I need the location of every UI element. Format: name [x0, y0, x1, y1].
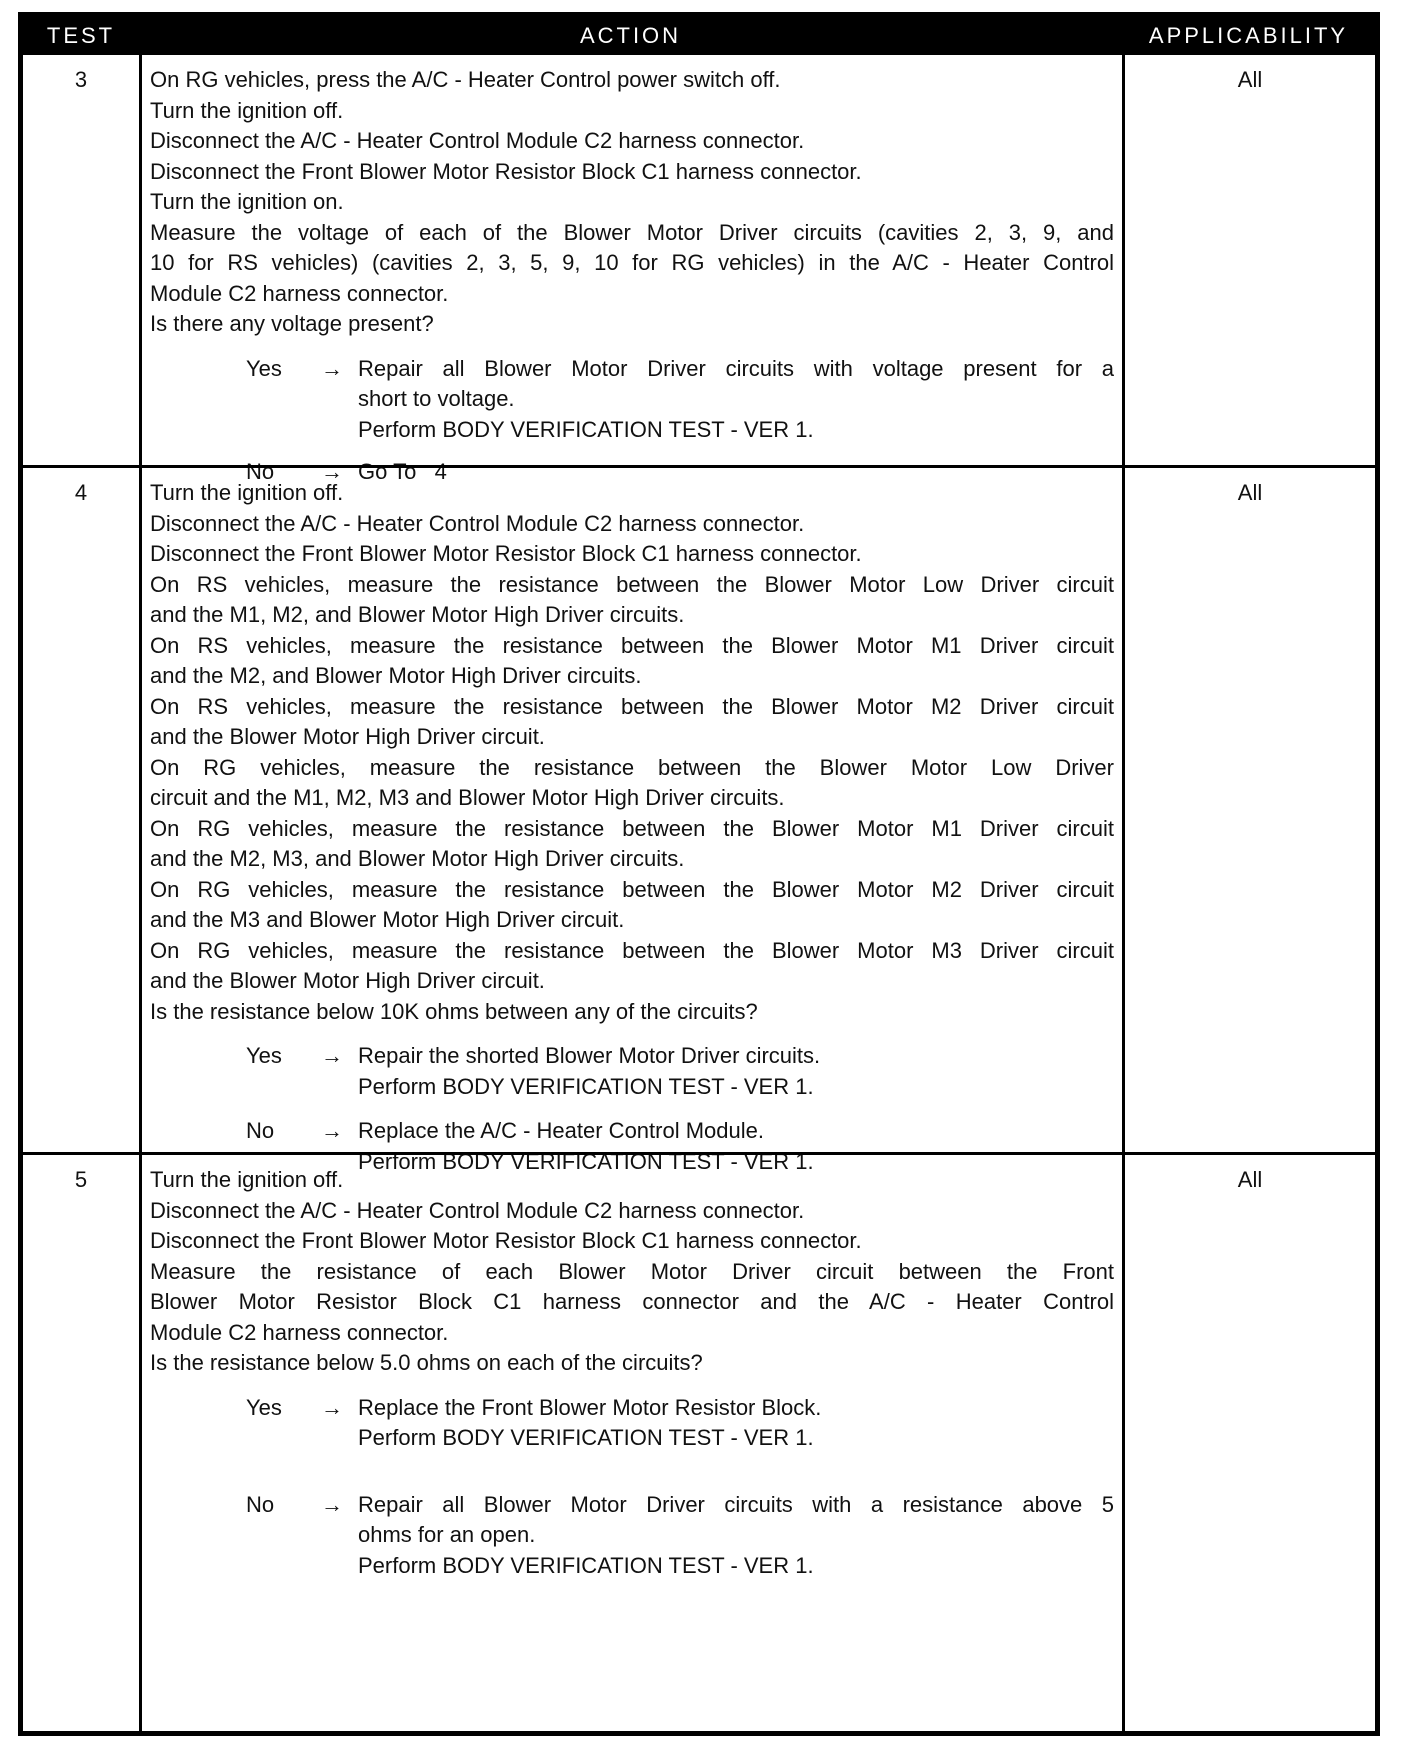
applicability: All — [1237, 67, 1263, 92]
action-line: On RG vehicles, measure the resistance between the Blower Motor M3 Driver circuit — [150, 937, 1114, 963]
action-line: and the M2, and Blower Motor High Driver circuits. — [150, 663, 642, 688]
action-line: Turn the ignition off. — [150, 97, 344, 123]
test-number: 5 — [23, 1155, 142, 1731]
result-line: Repair all Blower Motor Driver circuits with a resistance above 5 — [358, 1491, 1114, 1517]
action-line: Is there any voltage present? — [150, 311, 434, 336]
action-line: Turn the ignition on. — [150, 189, 344, 214]
header-applicability: APPLICABILITY — [1148, 23, 1349, 48]
action-line: Turn the ignition off. — [150, 480, 344, 505]
action-line: On RS vehicles, measure the resistance between the Blower Motor M1 Driver circuit — [150, 632, 1114, 658]
right-arrow-icon: → — [321, 459, 343, 484]
result-line: Replace the A/C - Heater Control Module. — [358, 1118, 764, 1143]
action-cell — [142, 468, 1125, 1174]
action-line: and the Blower Motor High Driver circuit. — [150, 968, 545, 993]
no-answer — [150, 1490, 1114, 1582]
answer-label: Yes — [246, 355, 282, 381]
answer-label: No — [246, 1491, 275, 1517]
test-number: 3 — [23, 55, 142, 465]
result-line: ohms for an open. — [358, 1522, 536, 1547]
right-arrow-icon: → — [321, 1043, 343, 1068]
right-arrow-icon: → — [321, 1491, 343, 1517]
yes-answer — [150, 1041, 1114, 1102]
result-line: Go To 4 — [358, 459, 447, 484]
action-line: Measure the resistance of each Blower Motor Driver circuit between the Front — [150, 1258, 1114, 1284]
result-line: Repair all Blower Motor Driver circuits with voltage present for a — [358, 355, 1114, 381]
result-line: Perform BODY VERIFICATION TEST - VER 1. — [358, 1148, 814, 1174]
yes-answer — [150, 1393, 1114, 1454]
action-line: On RG vehicles, measure the resistance between the Blower Motor M1 Driver circuit — [150, 815, 1114, 841]
action-line: 10 for RS vehicles) (cavities 2, 3, 5, 9, 10 for RG vehicles) in the A/C - Heater Control — [150, 250, 1114, 275]
action-line: On RG vehicles, press the A/C - Heater Control power switch off. — [150, 67, 781, 92]
action-line: and the Blower Motor High Driver circuit. — [150, 724, 545, 749]
result-line: Replace the Front Blower Motor Resistor Block. — [358, 1394, 822, 1420]
action-line: On RS vehicles, measure the resistance between the Blower Motor M2 Driver circuit — [150, 693, 1114, 719]
applicability: All — [1237, 1167, 1263, 1192]
action-line: Disconnect the A/C - Heater Control Module C2 harness connector. — [150, 510, 805, 536]
answer-result — [358, 1041, 1114, 1102]
table-header — [23, 17, 1375, 55]
right-arrow-icon: → — [321, 1394, 343, 1420]
action-line: Module C2 harness connector. — [150, 280, 449, 306]
action-line: Turn the ignition off. — [150, 1167, 344, 1192]
answer-result — [358, 1393, 1114, 1454]
table-row — [23, 55, 1375, 484]
result-line: Perform BODY VERIFICATION TEST - VER 1. — [358, 1425, 814, 1450]
action-line: On RG vehicles, measure the resistance between the Blower Motor M2 Driver circuit — [150, 876, 1114, 902]
test-number: 4 — [23, 468, 142, 1152]
table-row — [23, 1152, 1375, 1731]
result-line: short to voltage. — [358, 386, 515, 411]
action-line: Disconnect the A/C - Heater Control Module C2 harness connector. — [150, 1197, 805, 1223]
answer-result — [358, 1490, 1114, 1582]
action-line: circuit and the M1, M2, M3 and Blower Motor High Driver circuits. — [150, 785, 785, 810]
diagnostic-test-table — [18, 12, 1380, 1736]
applicability: All — [1237, 480, 1263, 505]
action-line: and the M2, M3, and Blower Motor High Driver circuits. — [150, 846, 685, 871]
action-line: and the M1, M2, and Blower Motor High Driver circuits. — [150, 602, 685, 627]
action-line: On RS vehicles, measure the resistance between the Blower Motor Low Driver circuit — [150, 571, 1114, 597]
header-action: ACTION — [579, 23, 682, 48]
action-line: Module C2 harness connector. — [150, 1319, 449, 1345]
action-line: Measure the voltage of each of the Blower Motor Driver circuits (cavities 2, 3, 9, and — [150, 219, 1114, 245]
action-cell — [142, 1155, 1125, 1731]
answer-label: No — [246, 459, 275, 484]
action-line: Disconnect the Front Blower Motor Resistor Block C1 harness connector. — [150, 1228, 862, 1253]
result-line: Perform BODY VERIFICATION TEST - VER 1. — [358, 416, 814, 442]
result-line: Perform BODY VERIFICATION TEST - VER 1. — [358, 1073, 814, 1099]
action-line: Is the resistance below 10K ohms between any of the circuits? — [150, 998, 758, 1024]
action-line: Blower Motor Resistor Block C1 harness connector and the A/C - Heater Control — [150, 1289, 1114, 1314]
yes-answer — [150, 354, 1114, 446]
table-row — [23, 465, 1375, 1174]
answer-label: Yes — [246, 1394, 282, 1420]
action-line: Disconnect the A/C - Heater Control Module C2 harness connector. — [150, 128, 805, 153]
table-body — [23, 55, 1375, 1731]
action-line: and the M3 and Blower Motor High Driver circuit. — [150, 907, 625, 932]
answer-label: Yes — [246, 1043, 282, 1068]
action-cell — [142, 55, 1125, 484]
result-line: Repair the shorted Blower Motor Driver circuits. — [358, 1043, 821, 1068]
action-line: Disconnect the Front Blower Motor Resistor Block C1 harness connector. — [150, 541, 862, 566]
action-line: Disconnect the Front Blower Motor Resistor Block C1 harness connector. — [150, 158, 862, 184]
right-arrow-icon: → — [321, 1118, 343, 1143]
header-test: TEST — [46, 23, 116, 48]
action-line: On RG vehicles, measure the resistance between the Blower Motor Low Driver — [150, 754, 1114, 780]
result-line: Perform BODY VERIFICATION TEST - VER 1. — [358, 1552, 814, 1578]
right-arrow-icon: → — [321, 355, 343, 381]
action-line: Is the resistance below 5.0 ohms on each of the circuits? — [150, 1350, 703, 1375]
answer-label: No — [246, 1118, 275, 1143]
answer-result — [358, 354, 1114, 446]
